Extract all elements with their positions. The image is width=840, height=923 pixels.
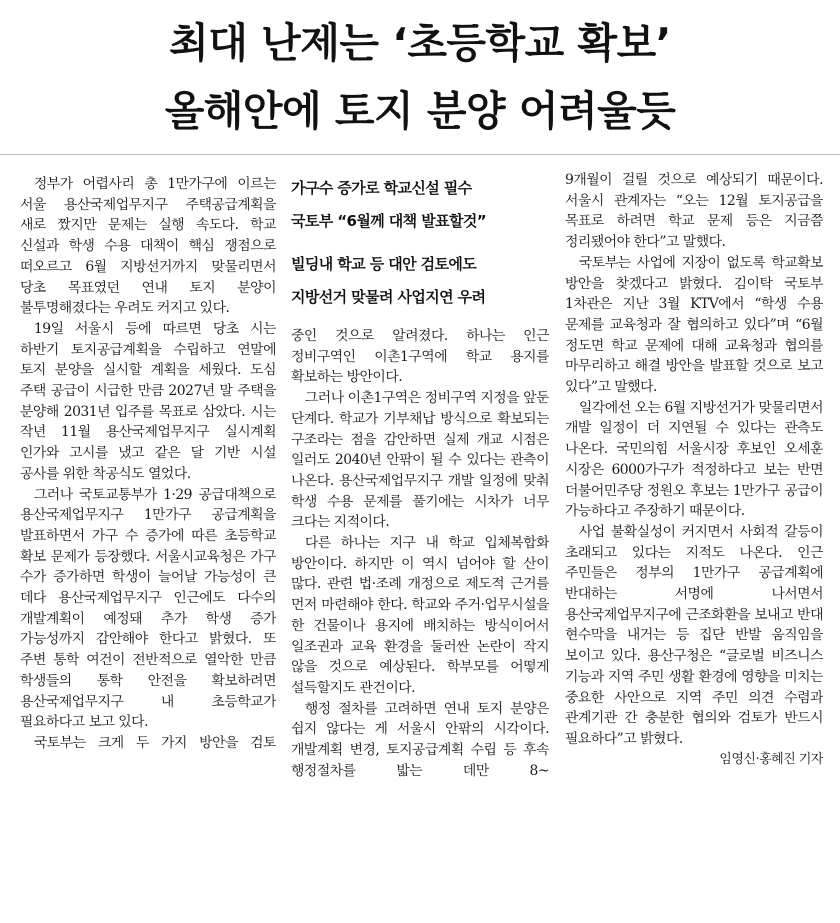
paragraph: 일각에선 오는 6월 지방선거가 맞물리면서 개발 일정이 더 지연될 수 있다는 관측도 나온다. 국민의힘 서울시장 후보인 오세훈 시장은 6000가구가 적정하다고 보는 반면 더불어민주당 정원오 후보는 1만가구 공급이 가능하다고 주장하기 때문이다.: [565, 399, 823, 520]
paragraph: 사업 불확실성이 커지면서 사회적 갈등이 초래되고 있다는 지적도 나온다. 인근 주민들은 정부의 1만가구 공급계획에 반대하는 서명에 나서면서 용산국제업무지구에 근조화환을 보내고 반대 현수막을 내거는 등 집단 반발 움직임을 보이고 있다. 용산구청은 “글로벌 비즈니스 기능과 지역 주민 생활 환경에 영향을 미치는 중요한 사안으로 지역 주민 의견 수렴과 관계기관 간 충분한 협의와 검토가 반드시 필요하다”고 밝혔다.: [565, 523, 823, 747]
paragraph: 다른 하나는 지구 내 학교 입체복합화 방안이다. 하지만 이 역시 넘어야 할 산이 많다. 관련 법·조례 개정으로 제도적 근거를 먼저 마련해야 한다. 학교와 주거·업무시설을 한 건물이나 용지에 배치하는 방식이어서 일조권과 교육 환경을 둘러싼 논란이 작지 않을 것으로 예상된다. 학부모를 어떻게 설득할지도 관건이다.: [291, 535, 549, 696]
paragraph: 19일 서울시 등에 따르면 당초 시는 하반기 토지공급계획을 수립하고 연말에 토지 분양을 실시할 계획을 세웠다. 도심 주택 공급이 시급한 만큼 2027년 말 주택을 분양해 2031년 입주를 목표로 삼았다. 시는 작년 11월 용산국제업무지구 실시계획 인가와 고시를 냈고 같은 달 기반 시설 공사를 위한 착공식도 열었다.: [20, 320, 276, 482]
article-column-2: [291, 174, 549, 898]
headline-line-2: 올해안에 토지 분양 어려울듯: [164, 87, 676, 135]
subhead-line-4: 지방선거 맞물려 사업지연 우려: [291, 288, 486, 306]
paragraph: 국토부는 크게 두 가지 방안을 검토: [33, 734, 276, 751]
subhead-line-3: 빌딩내 학교 등 대안 검토에도: [291, 255, 477, 273]
paragraph: 국토부는 사업에 지장이 없도록 학교확보 방안을 찾겠다고 밝혔다. 김이탁 국토부 1차관은 지난 3월 KTV에서 “학생 수용 문제를 교육청과 잘 협의하고 있다”며 “6월 정도면 학교 문제에 대해 교육청과 협의를 마무리하고 해결 방안을 발표할 것으로 보고 있다”고 말했다.: [565, 254, 823, 396]
paragraph: 중인 것으로 알려졌다. 하나는 인근 정비구역인 이촌1구역에 학교 용지를 확보하는 방안이다.: [291, 328, 549, 386]
paragraph: 그러나 이촌1구역은 정비구역 지정을 앞둔 단계다. 학교가 기부채납 방식으로 확보되는 구조라는 점을 감안하면 실제 개교 시점은 일러도 2040년 안팎이 될 수 있다는 관측이 나온다. 용산국제업무지구 개발 일정에 맞춰 학생 수용 문제를 풀기에는 시차가 너무 크다는 지적이다.: [291, 390, 549, 531]
article-column-1: [20, 174, 276, 898]
article-column-3: [565, 170, 823, 898]
headline-line-1: 최대 난제는 ‘초등학교 확보’: [169, 19, 671, 67]
paragraph: 9개월이 걸릴 것으로 예상되기 때문이다. 서울시 관계자는 “오는 12월 토지공급을 목표로 하려면 학교 문제 등은 지금쯤 정리됐어야 한다”고 말했다.: [565, 172, 823, 251]
subhead-line-2: 국토부 “6월께 대책 발표할것”: [291, 212, 487, 230]
paragraph: 정부가 어렵사리 총 1만가구에 이르는 서울 용산국제업무지구 주택공급계획을 새로 짰지만 문제는 실행 속도다. 학교 신설과 학생 수용 대책이 핵심 쟁점으로 떠오르고 6월 지방선거까지 맞물리면서 당초 목표였던 연내 토지 분양이 불투명해졌다는 우려도 커지고 있다.: [20, 176, 276, 317]
headline-divider: [0, 154, 840, 155]
paragraph: 그러나 국토교통부가 1·29 공급대책으로 용산국제업무지구 1만가구 공급계획을 발표하면서 가구 수 증가에 따른 초등학교 확보 문제가 등장했다. 서울시교육청은 가구 수가 증가하면 학생이 늘어날 가능성이 큰 데다 용산국제업무지구 인근에도 다수의 개발계획이 예정돼 추가 학생 증가 가능성까지 감안해야 한다고 밝혔다. 또 주변 통학 여건이 전반적으로 열악한 만큼 학생들의 통학 안전을 확보하려면 용산국제업무지구 내 초등학교가 필요하다고 보고 있다.: [20, 486, 276, 731]
byline: 임영신·홍혜진 기자: [719, 751, 823, 767]
subhead-line-1: 가구수 증가로 학교신설 필수: [291, 179, 472, 197]
paragraph: 행정 절차를 고려하면 연내 토지 분양은 쉽지 않다는 게 서울시 안팎의 시각이다. 개발계획 변경, 토지공급계획 수립 등 후속 행정절차를 밟는 데만 8~: [291, 700, 549, 779]
